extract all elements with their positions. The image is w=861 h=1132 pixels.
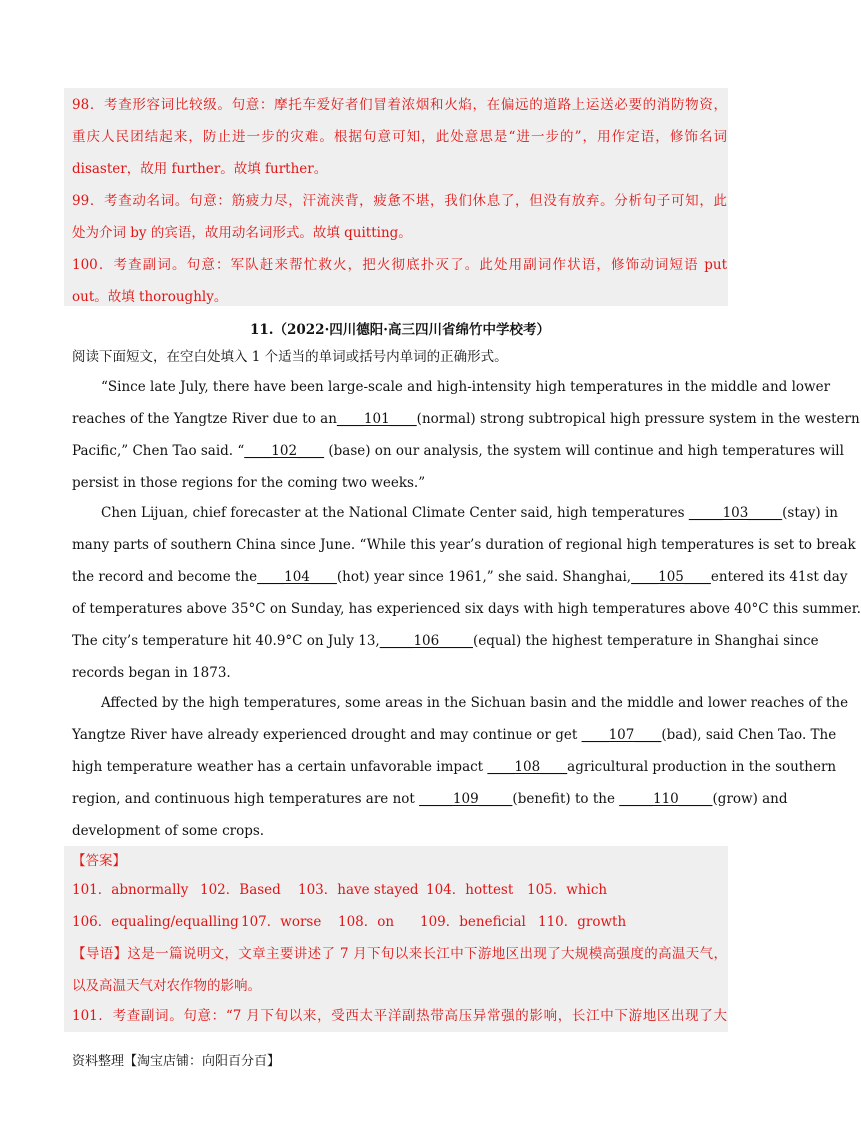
passage-text: Affected by the high temperatures, some areas in the Sichuan basin and the middle and lower reaches of the	[101, 695, 849, 711]
answer-block	[64, 846, 728, 1032]
explanation-line: 处为介词 by 的宾语，故用动名词形式。故填 quitting。	[72, 225, 412, 241]
passage-text: agricultural production in the southern	[567, 759, 837, 775]
answer-item: 110．growth	[538, 914, 627, 930]
answer-item: 101．abnormally	[72, 882, 189, 898]
answer-item: 109．beneficial	[420, 914, 526, 930]
blank-102: ____102____	[244, 443, 325, 459]
blank-101: ____101____	[336, 411, 417, 427]
explanation-101: 101．考查副词。句意：“7 月下旬以来，受西太平洋副热带高压异常强的影响，长江中下游地区出现了大	[72, 1008, 727, 1024]
answer-item: 102．Based	[200, 882, 281, 898]
answer-item: 105．which	[527, 882, 608, 898]
passage-line	[72, 758, 837, 776]
passage-text: (base) on our analysis, the system will continue and high temperatures will	[324, 443, 844, 459]
passage-text: reaches of the Yangtze River due to an	[72, 411, 337, 427]
blank-107: ____107____	[581, 727, 662, 743]
passage-text: Yangtze River have already experienced drought and may continue or get	[72, 727, 582, 743]
passage-line	[72, 410, 860, 428]
explanation-line: disaster，故用 further。故填 further。	[72, 161, 328, 177]
passage-text: The city’s temperature hit 40.9°C on July 13,	[72, 633, 380, 649]
passage-text: entered its 41st day	[710, 569, 848, 585]
explanation-line: 100．考查副词。句意：军队赶来帮忙救火，把火彻底扑灭了。此处用副词作状语，修饰动词短语 put	[72, 257, 727, 273]
explanation-line: 98．考查形容词比较级。句意：摩托车爱好者们冒着浓烟和火焰，在偏远的道路上运送必要的消防物资，	[72, 97, 727, 113]
passage-line	[72, 568, 848, 586]
passage-text: records began in 1873.	[72, 665, 231, 681]
blank-105: ____105____	[631, 569, 711, 585]
passage-line	[101, 694, 849, 712]
passage-text: (benefit) to the	[512, 791, 620, 807]
passage-line	[72, 726, 837, 744]
passage-text: Pacific,” Chen Tao said. “	[72, 443, 245, 459]
passage-line	[72, 632, 819, 650]
guide-line: 以及高温天气对农作物的影响。	[72, 978, 261, 994]
passage-line	[101, 378, 831, 396]
answer-row-2	[72, 913, 626, 931]
passage-text: (normal) strong subtropical high pressure system in the western	[416, 411, 860, 427]
passage-text: (equal) the highest temperature in Shanghai since	[473, 633, 819, 649]
guide-line: 【导语】这是一篇说明文，文章主要讲述了 7 月下旬以来长江中下游地区出现了大规模高强度的高温天气，	[72, 946, 727, 962]
passage-text: (grow) and	[712, 791, 788, 807]
passage-text: the record and become the	[72, 569, 258, 585]
section-instruction: 阅读下面短文，在空白处填入 1 个适当的单词或括号内单词的正确形式。	[72, 349, 508, 365]
explanation-line: out。故填 thoroughly。	[72, 289, 228, 305]
explanation-line: 99．考查动名词。句意：筋疲力尽，汗流浃背，疲惫不堪，我们休息了，但没有放弃。分析句子可知，此	[72, 193, 727, 209]
passage-line	[72, 600, 861, 618]
blank-110: _____110_____	[619, 791, 713, 807]
answer-item: 108．on	[338, 914, 395, 930]
passage-line	[72, 536, 856, 554]
passage-text: Chen Lijuan, chief forecaster at the National Climate Center said, high temperatures	[101, 505, 689, 521]
blank-106: _____106_____	[379, 633, 473, 649]
passage-line	[101, 504, 838, 522]
answer-item: 103．have stayed	[298, 882, 419, 898]
passage-line	[72, 822, 264, 840]
answer-item: 106．equaling/equalling	[72, 914, 239, 930]
explanation-line: 重庆人民团结起来，防止进一步的灾难。根据句意可知，此处意思是“进一步的”，用作定语，修饰名词	[72, 129, 727, 145]
passage-text: (bad), said Chen Tao. The	[661, 727, 837, 743]
passage-line	[72, 474, 425, 492]
answer-item: 104．hottest	[426, 882, 514, 898]
answer-item: 107．worse	[241, 914, 322, 930]
passage-text: many parts of southern China since June. “While this year’s duration of regional high temperatures is set to break	[72, 537, 856, 553]
page-footer: 资料整理【淘宝店铺：向阳百分百】	[72, 1054, 281, 1069]
passage-text: persist in those regions for the coming two weeks.”	[72, 475, 426, 491]
passage-text: high temperature weather has a certain unfavorable impact	[72, 759, 488, 775]
blank-104: ____104____	[257, 569, 337, 585]
passage-text: region, and continuous high temperatures are not	[72, 791, 420, 807]
answer-label: 【答案】	[72, 853, 126, 869]
passage-text: development of some crops.	[72, 823, 265, 839]
passage-text: “Since late July, there have been large-scale and high-intensity high temperatures in the middle and lower	[101, 379, 831, 395]
passage-text: (stay) in	[782, 505, 838, 521]
answer-row-1	[72, 881, 607, 899]
passage-line	[72, 790, 788, 808]
blank-109: _____109_____	[419, 791, 513, 807]
passage-line	[72, 664, 231, 682]
section-title: 11.（2022·四川德阳·高三四川省绵竹中学校考）	[250, 322, 550, 338]
blank-108: ____108____	[487, 759, 568, 775]
passage-line	[72, 442, 844, 460]
passage-text: of temperatures above 35°C on Sunday, has experienced six days with high temperatures above 40°C this summer.	[72, 601, 861, 617]
blank-103: _____103_____	[688, 505, 783, 521]
passage-text: (hot) year since 1961,” she said. Shanghai,	[336, 569, 632, 585]
